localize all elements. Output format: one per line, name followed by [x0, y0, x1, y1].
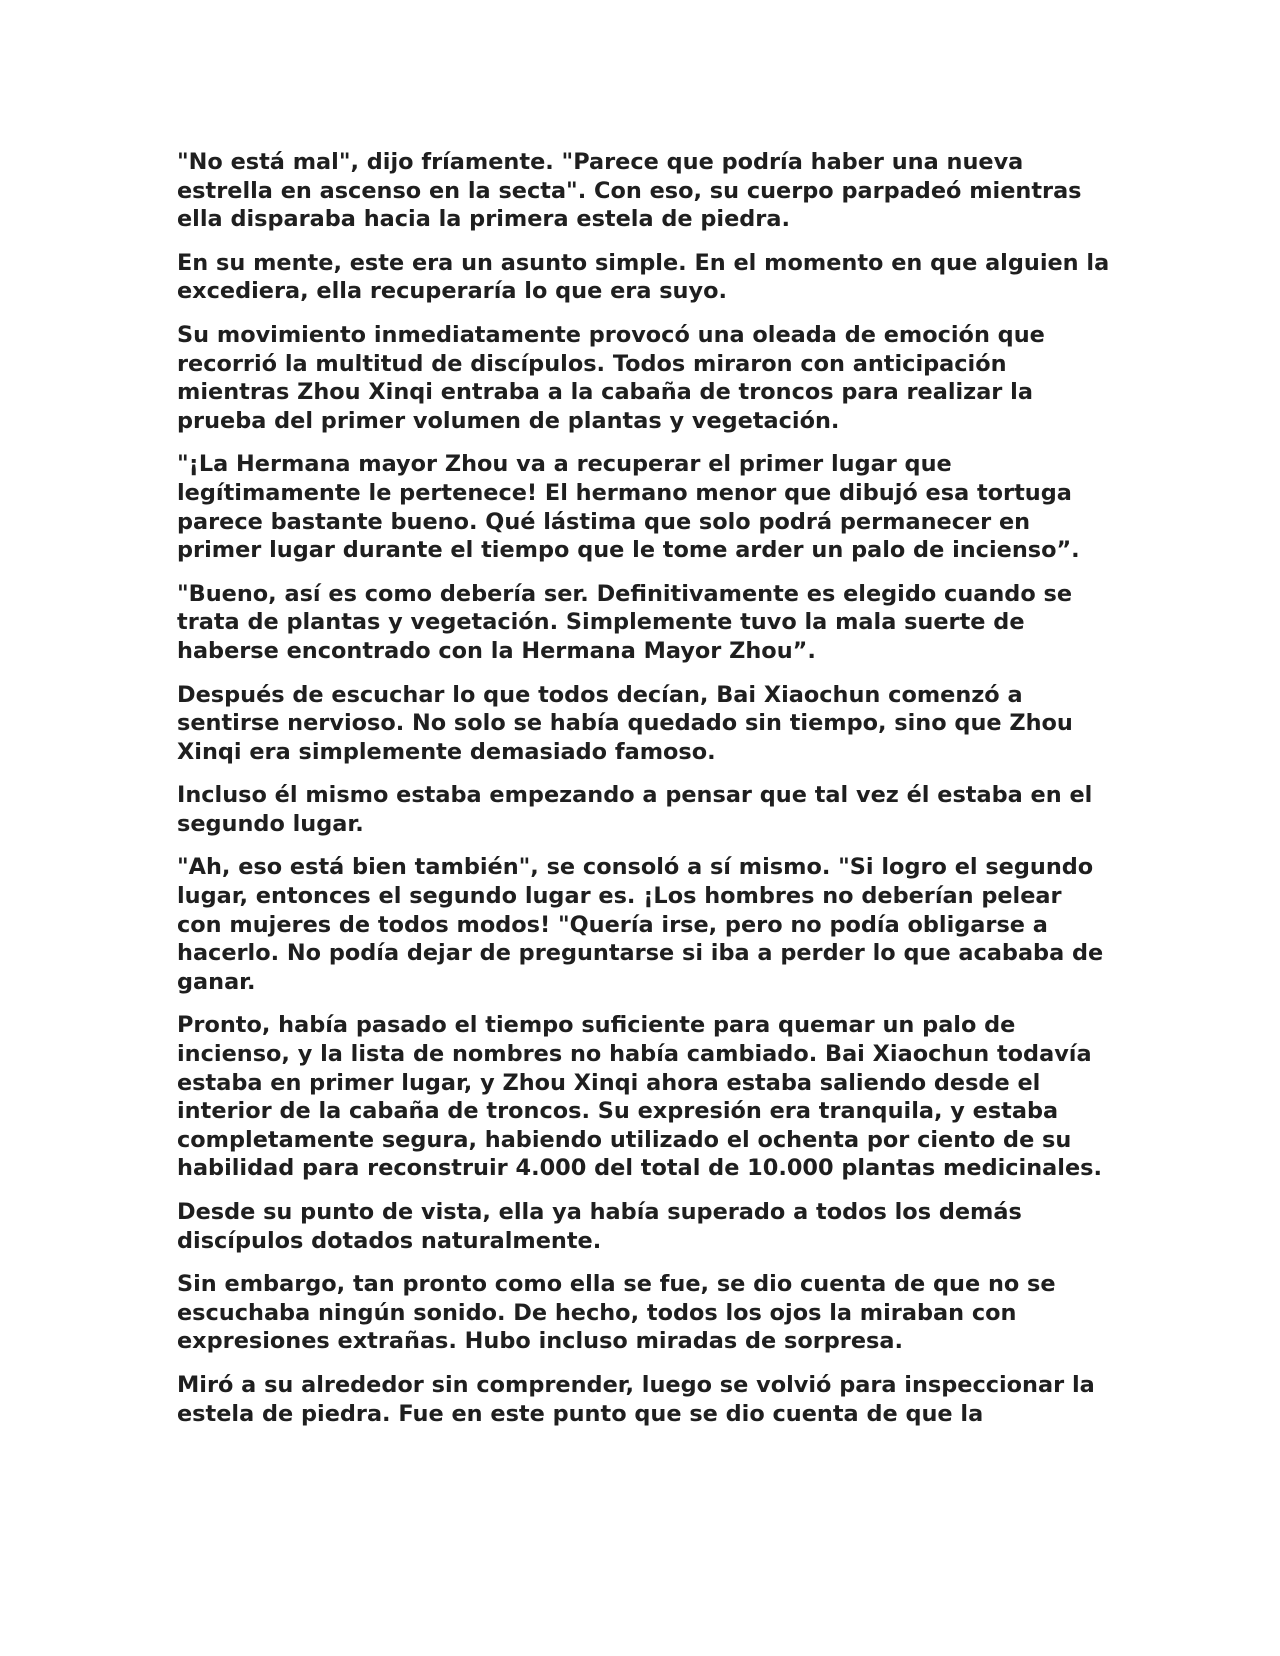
paragraph-1: "No está mal", dijo fríamente. "Parece que podría haber una nueva estrella en ascenso en la secta". Con eso, su cuerpo parpadeó mientras ella disparaba hacia la primera estela de piedra.: [177, 149, 1082, 233]
paragraph-10: Desde su punto de vista, ella ya había superado a todos los demás discípulos dotados naturalmente.: [177, 1199, 1022, 1254]
paragraph-12: Miró a su alrededor sin comprender, luego se volvió para inspeccionar la estela de piedra. Fue en este punto que se dio cuenta de que la: [177, 1371, 1095, 1427]
paragraph-4: "¡La Hermana mayor Zhou va a recuperar el primer lugar que legítimamente le pertenece! El hermano menor que dibujó esa tortuga parece bastante bueno. Qué lástima que solo podrá permanecer en primer lugar durante el tiempo que le tome arder un palo de incienso”.: [177, 451, 1080, 564]
paragraph-5: "Bueno, así es como debería ser. Definitivamente es elegido cuando se trata de plantas y vegetación. Simplemente tuvo la mala suerte de haberse encontrado con la Hermana Mayor Zhou”.: [177, 580, 1073, 664]
paragraph-11: Sin embargo, tan pronto como ella se fue, se dio cuenta de que no se escuchaba ningún sonido. De hecho, todos los ojos la miraban con expresiones extrañas. Hubo incluso miradas de sorpresa.: [177, 1271, 1056, 1355]
paragraph-6: Después de escuchar lo que todos decían, Bai Xiaochun comenzó a sentirse nervioso. No solo se había quedado sin tiempo, sino que Zhou Xinqi era simplemente demasiado famoso.: [177, 681, 1073, 765]
paragraph-8: "Ah, eso está bien también", se consoló a sí mismo. "Si logro el segundo lugar, entonces el segundo lugar es. ¡Los hombres no deberían pelear con mujeres de todos modos! "Quería irse, pero no podía obligarse a hacerlo. No podía dejar de preguntarse si iba a perder lo que acababa de ganar.: [177, 854, 1104, 995]
paragraph-2: En su mente, este era un asunto simple. En el momento en que alguien la excediera, ella recuperaría lo que era suyo.: [177, 249, 1110, 305]
paragraph-3: Su movimiento inmediatamente provocó una oleada de emoción que recorrió la multitud de discípulos. Todos miraron con anticipación mientras Zhou Xinqi entraba a la cabaña de troncos para realizar la prueba del primer volumen de plantas y vegetación.: [177, 321, 1045, 434]
document-body: [177, 148, 1112, 1443]
paragraph-9: Pronto, había pasado el tiempo suficiente para quemar un palo de incienso, y la lista de nombres no había cambiado. Bai Xiaochun todavía estaba en primer lugar, y Zhou Xinqi ahora estaba saliendo desde el interior de la cabaña de troncos. Su expresión era tranquila, y estaba completamente segura, habiendo utilizado el ochenta por ciento de su habilidad para reconstruir 4.000 del total de 10.000 plantas medicinales.: [177, 1012, 1102, 1182]
paragraph-7: Incluso él mismo estaba empezando a pensar que tal vez él estaba en el segundo lugar.: [177, 782, 1093, 837]
